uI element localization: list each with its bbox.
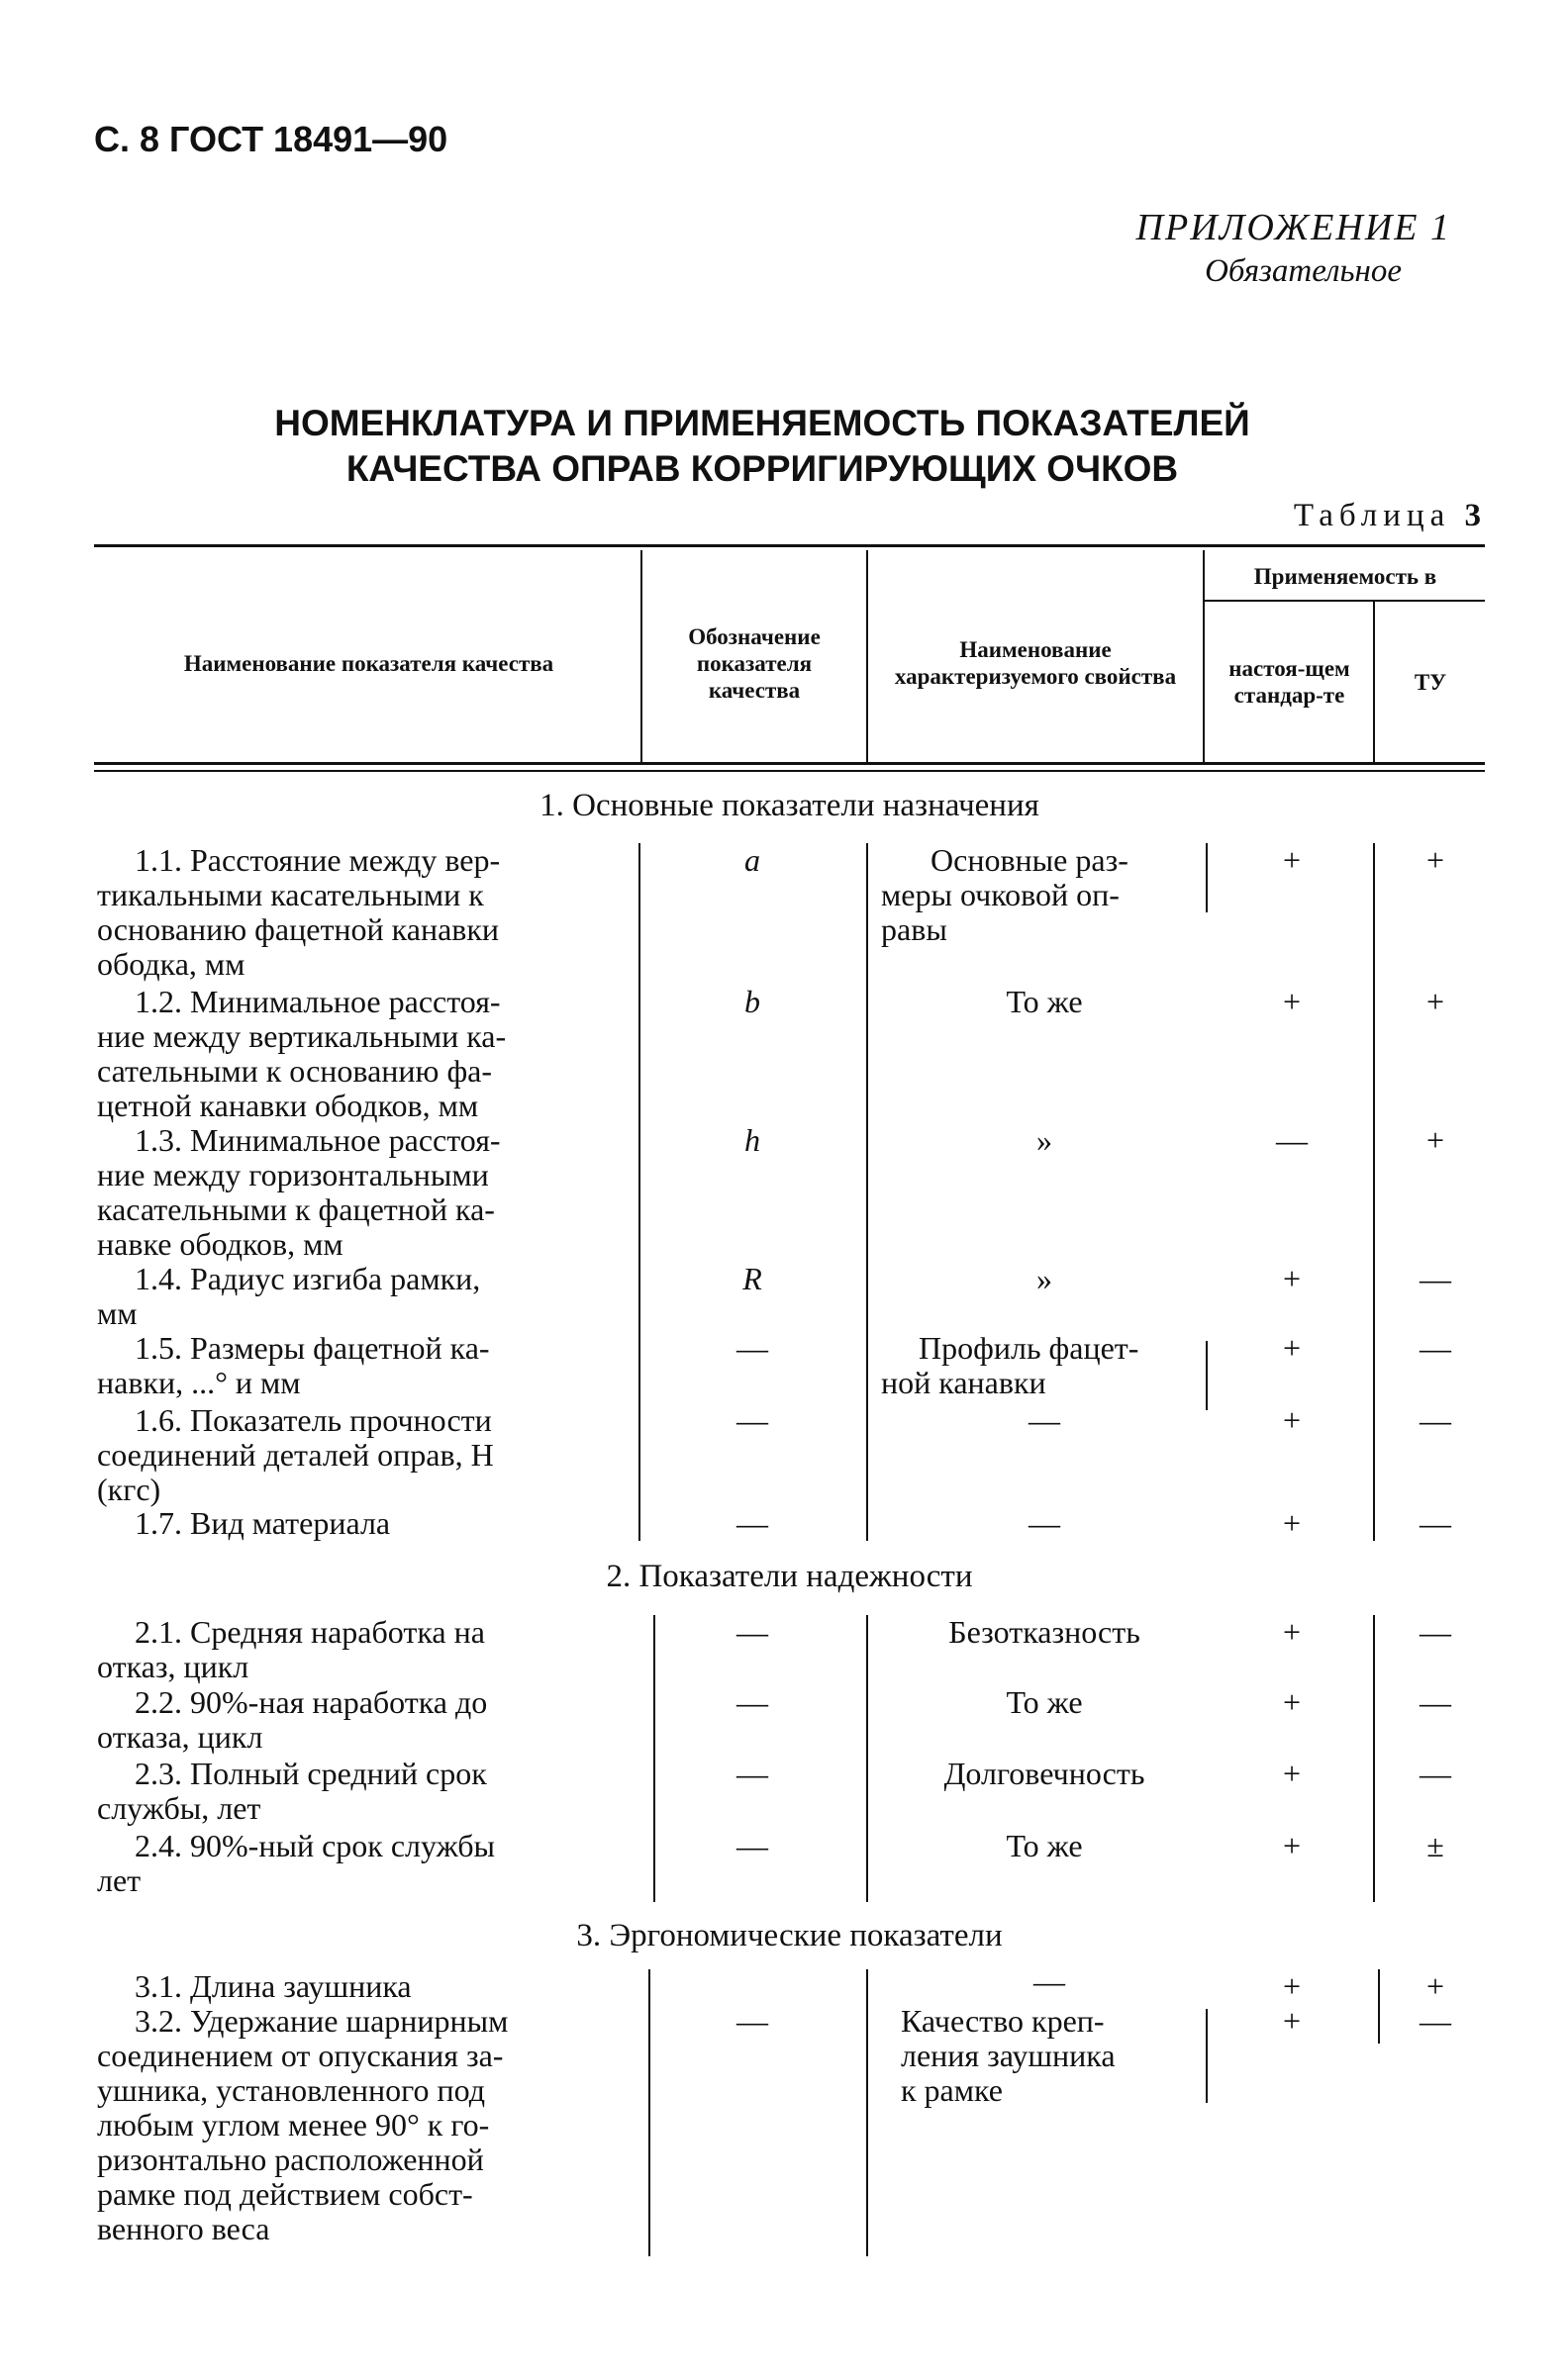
body-col-divider bbox=[1373, 1615, 1375, 1902]
row-tu: + bbox=[1425, 1122, 1445, 1158]
body-col-divider bbox=[1373, 843, 1375, 1541]
row-name: 2.3. Полный средний срок службы, лет bbox=[97, 1756, 487, 1826]
row-tu: — bbox=[1420, 1614, 1451, 1650]
row-name: 1.5. Размеры фацетной ка- навки, ...° и мм bbox=[97, 1330, 490, 1400]
row-code: — bbox=[736, 1614, 768, 1650]
row-tu: — bbox=[1420, 2003, 1451, 2039]
row-property: » bbox=[1036, 1261, 1052, 1296]
row-code: — bbox=[736, 1684, 768, 1720]
table-word: Таблица bbox=[1293, 498, 1451, 533]
row-tu: + bbox=[1425, 1968, 1445, 2004]
row-tu: + bbox=[1425, 842, 1445, 878]
row-tu: + bbox=[1425, 984, 1445, 1019]
row-in-standard: + bbox=[1282, 1828, 1302, 1863]
row-in-standard: + bbox=[1282, 2003, 1302, 2039]
row-name: 3.2. Удержание шарнирным соединением от опускания за- ушника, установленного под любым углом менее 90° к го- ризонтально расположенной рамке под действием собст- венного веса bbox=[97, 2003, 509, 2246]
row-in-standard: — bbox=[1276, 1122, 1308, 1158]
table-num: 3 bbox=[1464, 498, 1481, 533]
body-col-divider bbox=[866, 843, 868, 1541]
row-in-standard: + bbox=[1282, 1968, 1302, 2004]
row-in-standard: + bbox=[1282, 1402, 1302, 1438]
row-name: 2.2. 90%-ная наработка до отказа, цикл bbox=[97, 1684, 488, 1755]
row-code: — bbox=[736, 1402, 768, 1438]
header-in-standard: настоя-щем стандар-те bbox=[1228, 656, 1350, 708]
row-property: — bbox=[1029, 1505, 1060, 1541]
row-code: — bbox=[736, 1330, 768, 1366]
row-name: 2.1. Средняя наработка на отказ, цикл bbox=[97, 1614, 485, 1684]
row-in-standard: + bbox=[1282, 1261, 1302, 1296]
row-property: Безотказность bbox=[948, 1614, 1140, 1650]
row-code: — bbox=[736, 2003, 768, 2039]
row-tu: ± bbox=[1426, 1828, 1444, 1863]
row-property: То же bbox=[1006, 1828, 1083, 1863]
row-in-standard: + bbox=[1282, 842, 1302, 878]
table-header-rule-2 bbox=[94, 770, 1485, 772]
row-property: Качество креп- ления заушника к рамке bbox=[901, 2003, 1116, 2108]
row-property: Основные раз- меры очковой оп- равы bbox=[881, 842, 1128, 947]
header-code: Обозначение показателя качества bbox=[688, 623, 821, 703]
document-title bbox=[178, 401, 1346, 492]
row-code: a bbox=[744, 842, 760, 878]
row-code: — bbox=[736, 1505, 768, 1541]
row-in-standard: + bbox=[1282, 1330, 1302, 1366]
appendix-number: ПРИЛОЖЕНИЕ 1 bbox=[1135, 207, 1451, 248]
row-name: 3.1. Длина заушника bbox=[135, 1968, 412, 2004]
row-code: — bbox=[736, 1828, 768, 1863]
row-property: — bbox=[1029, 1402, 1060, 1438]
appendix-label bbox=[1136, 206, 1451, 290]
body-col-divider bbox=[866, 1615, 868, 1902]
header-col-divider bbox=[640, 550, 642, 763]
applicability-divider bbox=[1203, 600, 1485, 602]
header-name: Наименование показателя качества bbox=[183, 650, 554, 676]
row-code: — bbox=[1033, 1963, 1065, 1999]
row-code: h bbox=[744, 1122, 760, 1158]
section-title: 2. Показатели надежности bbox=[606, 1559, 973, 1594]
row-property: Профиль фацет- ной канавки bbox=[881, 1330, 1139, 1400]
header-tu: ТУ bbox=[1414, 669, 1447, 695]
body-col-divider bbox=[638, 843, 640, 1541]
table-number bbox=[1294, 498, 1481, 534]
row-in-standard: + bbox=[1282, 1505, 1302, 1541]
row-in-standard: + bbox=[1282, 1684, 1302, 1720]
table-top-rule bbox=[94, 544, 1485, 547]
appendix-status: Обязательное bbox=[1205, 253, 1402, 289]
title-line-1: НОМЕНКЛАТУРА И ПРИМЕНЯЕМОСТЬ ПОКАЗАТЕЛЕЙ bbox=[274, 403, 1250, 443]
section-title: 3. Эргономические показатели bbox=[576, 1918, 1003, 1953]
row-tu: — bbox=[1420, 1756, 1451, 1791]
row-name: 1.6. Показатель прочности соединений деталей оправ, Н (кгс) bbox=[97, 1402, 494, 1507]
header-col-divider bbox=[866, 550, 868, 763]
row-property: То же bbox=[1006, 1684, 1083, 1720]
header-property: Наименование характеризуемого свойства bbox=[894, 637, 1177, 689]
row-name: 1.2. Минимальное расстоя- ние между вертикальными ка- сательными к основанию фа- цетной канавки ободков, мм bbox=[97, 984, 507, 1123]
title-line-2: КАЧЕСТВА ОПРАВ КОРРИГИРУЮЩИХ ОЧКОВ bbox=[345, 448, 1179, 489]
row-property: » bbox=[1036, 1122, 1052, 1158]
page-header: С. 8 ГОСТ 18491—90 bbox=[94, 119, 448, 159]
header-col-divider bbox=[1373, 602, 1375, 763]
row-tu: — bbox=[1420, 1402, 1451, 1438]
row-code: — bbox=[736, 1756, 768, 1791]
section-title: 1. Основные показатели назначения bbox=[539, 788, 1039, 823]
row-name: 1.3. Минимальное расстоя- ние между горизонтальными касательными к фацетной ка- навке ободков, мм bbox=[97, 1122, 501, 1262]
row-in-standard: + bbox=[1282, 1614, 1302, 1650]
row-tu: — bbox=[1420, 1505, 1451, 1541]
row-property: Долговечность bbox=[943, 1756, 1145, 1791]
header-col-divider bbox=[1203, 550, 1205, 763]
row-name: 1.4. Радиус изгиба рамки, мм bbox=[97, 1261, 481, 1331]
row-name: 1.7. Вид материала bbox=[135, 1505, 391, 1541]
table-header-rule bbox=[94, 762, 1485, 765]
header-applicability: Применяемость в bbox=[1253, 563, 1437, 589]
row-code: R bbox=[742, 1261, 762, 1296]
row-name: 1.1. Расстояние между вер- тикальными касательными к основанию фацетной канавки ободка, мм bbox=[97, 842, 501, 982]
row-in-standard: + bbox=[1282, 1756, 1302, 1791]
row-in-standard: + bbox=[1282, 984, 1302, 1019]
row-property: То же bbox=[1006, 984, 1083, 1019]
row-code: b bbox=[744, 984, 760, 1019]
body-col-divider bbox=[866, 1969, 868, 2256]
row-tu: — bbox=[1420, 1261, 1451, 1296]
row-tu: — bbox=[1420, 1684, 1451, 1720]
row-name: 2.4. 90%-ный срок службы лет bbox=[97, 1828, 496, 1898]
row-tu: — bbox=[1420, 1330, 1451, 1366]
